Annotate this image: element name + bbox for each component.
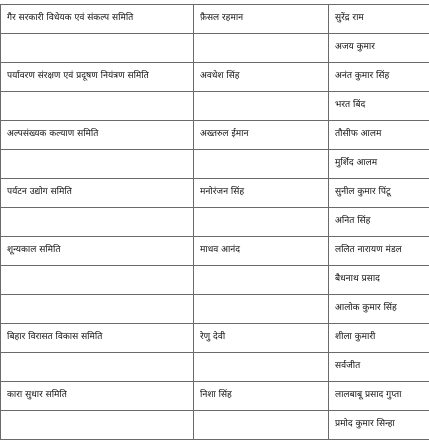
chair-name-cell: निशा सिंह xyxy=(194,382,329,411)
committee-name-cell: बिहार विरासत विकास समिति xyxy=(1,324,194,353)
member-name-cell: अनित सिंह xyxy=(329,208,429,237)
committee-name-cell: पर्यावरण संरक्षण एवं प्रदूषण नियंत्रण समिति xyxy=(1,63,194,92)
committee-name-cell xyxy=(1,295,194,324)
member-name-cell: सुनील कुमार पिंटू xyxy=(329,179,429,208)
committee-name-cell: शून्यकाल समिति xyxy=(1,237,194,266)
table-row xyxy=(1,92,429,121)
member-name-cell: ललित नारायण मंडल xyxy=(329,237,429,266)
member-name-cell: भरत बिंद xyxy=(329,92,429,121)
member-name-cell: प्रमोद कुमार सिन्हा xyxy=(329,411,429,440)
committee-name-cell: कारा सुधार समिति xyxy=(1,382,194,411)
table-row xyxy=(1,295,429,324)
chair-name-cell xyxy=(194,150,329,179)
committee-name-cell xyxy=(1,150,194,179)
chair-name-cell xyxy=(194,208,329,237)
chair-name-cell: अख्तरुल ईमान xyxy=(194,121,329,150)
member-name-cell: लालबाबू प्रसाद गुप्ता xyxy=(329,382,429,411)
table-row xyxy=(1,208,429,237)
table-row xyxy=(1,353,429,382)
chair-name-cell xyxy=(194,34,329,63)
member-name-cell: मुर्शिद आलम xyxy=(329,150,429,179)
member-name-cell: अजय कुमार xyxy=(329,34,429,63)
table-row xyxy=(1,266,429,295)
chair-name-cell xyxy=(194,411,329,440)
committee-name-cell: गैर सरकारी विधेयक एवं संकल्प समिति xyxy=(1,5,194,34)
chair-name-cell: रेणु देवी xyxy=(194,324,329,353)
table-row xyxy=(1,150,429,179)
chair-name-cell: मनोरंजन सिंह xyxy=(194,179,329,208)
member-name-cell: तौसीफ आलम xyxy=(329,121,429,150)
member-name-cell: बैधनाथ प्रसाद xyxy=(329,266,429,295)
table-row xyxy=(1,63,429,92)
chair-name-cell: माधव आनंद xyxy=(194,237,329,266)
table-row xyxy=(1,237,429,266)
chair-name-cell: फ़ैसल रहमान xyxy=(194,5,329,34)
table-row xyxy=(1,5,429,34)
chair-name-cell xyxy=(194,295,329,324)
committee-name-cell: पर्यटन उद्योग समिति xyxy=(1,179,194,208)
committee-name-cell xyxy=(1,353,194,382)
member-name-cell: सर्वजीत xyxy=(329,353,429,382)
table-row xyxy=(1,382,429,411)
committee-name-cell: अल्पसंख्यक कल्याण समिति xyxy=(1,121,194,150)
member-name-cell: अनंत कुमार सिंह xyxy=(329,63,429,92)
member-name-cell: सुरेंद्र राम xyxy=(329,5,429,34)
chair-name-cell xyxy=(194,353,329,382)
committee-name-cell xyxy=(1,411,194,440)
chair-name-cell xyxy=(194,92,329,121)
chair-name-cell: अवधेश सिंह xyxy=(194,63,329,92)
committee-name-cell xyxy=(1,266,194,295)
table-row xyxy=(1,324,429,353)
committee-name-cell xyxy=(1,92,194,121)
table-row xyxy=(1,179,429,208)
member-name-cell: आलोक कुमार सिंह xyxy=(329,295,429,324)
member-name-cell: शीला कुमारी xyxy=(329,324,429,353)
chair-name-cell xyxy=(194,266,329,295)
committee-name-cell xyxy=(1,34,194,63)
table-row xyxy=(1,121,429,150)
committee-table-body xyxy=(1,5,429,440)
table-row xyxy=(1,411,429,440)
committee-table xyxy=(0,4,429,440)
committee-name-cell xyxy=(1,208,194,237)
table-row xyxy=(1,34,429,63)
